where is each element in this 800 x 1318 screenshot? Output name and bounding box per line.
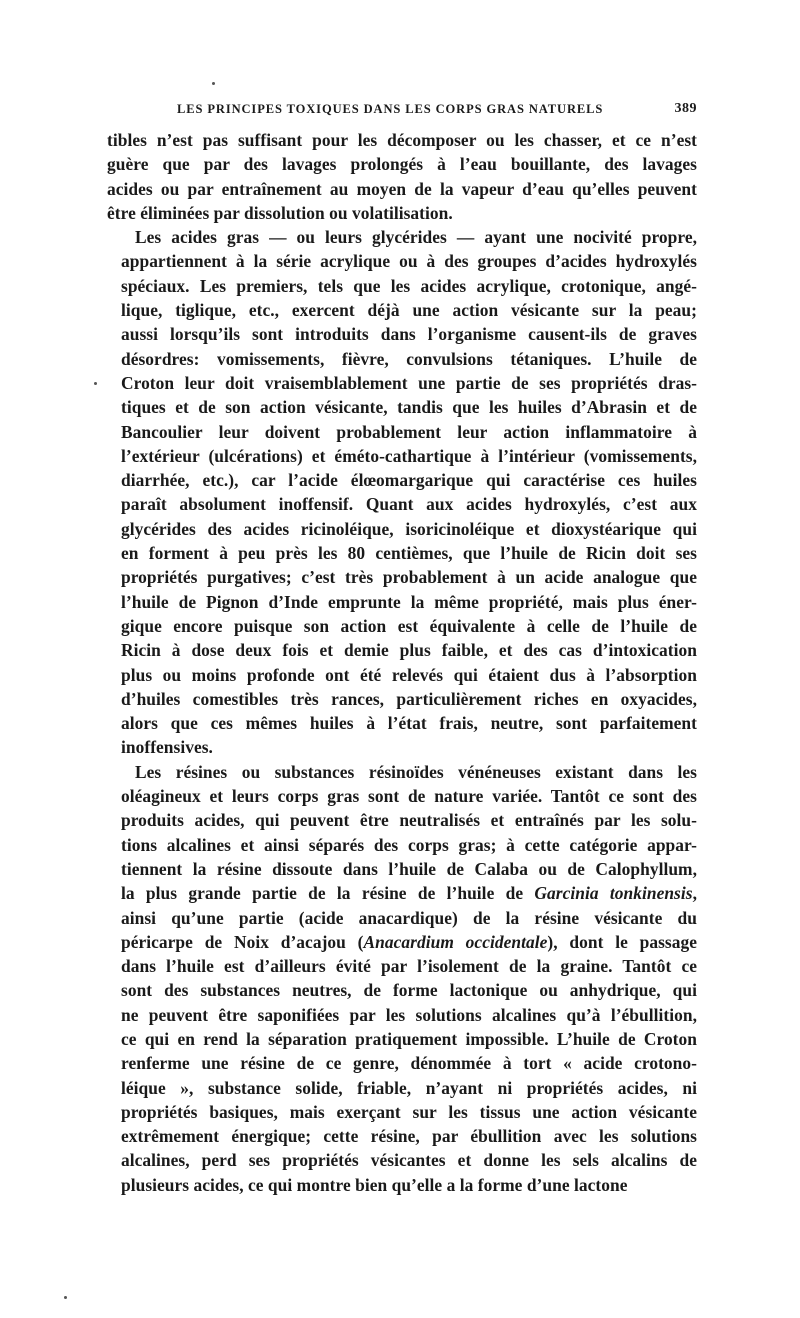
text-line: tions alcalines et ainsi séparés des corps gras; à cette catégorie appar- xyxy=(121,834,697,855)
text-line: la plus grande partie de la résine de l’huile de Garcinia tonkinensis, xyxy=(121,883,697,904)
body-text xyxy=(107,128,697,1197)
text-line: diarrhée, etc.), car l’acide élœomargarique qui caractérise ces huiles xyxy=(121,470,697,491)
print-speck xyxy=(212,82,215,85)
text-line: Bancoulier leur doivent probablement leur action inflammatoire à xyxy=(121,421,697,442)
paragraph xyxy=(107,760,697,1197)
text-line: ce qui en rend la séparation pratiquement impossible. L’huile de Croton xyxy=(121,1028,697,1049)
text-line: renferme une résine de ce genre, dénommée à tort « acide crotono- xyxy=(121,1053,697,1074)
text-line: appartiennent à la série acrylique ou à des groupes d’acides hydroxylés xyxy=(121,251,697,272)
text-line: inoffensives. xyxy=(121,737,213,758)
text-line: aussi lorsqu’ils sont introduits dans l’organisme causent-ils de graves xyxy=(121,324,697,345)
print-speck xyxy=(64,1296,67,1299)
text-line: léique », substance solide, friable, n’ayant ni propriétés acides, ni xyxy=(121,1077,697,1098)
print-speck xyxy=(94,382,97,385)
text-line: acides ou par entraînement au moyen de la vapeur d’eau qu’elles peuvent xyxy=(107,178,697,199)
text-line: spéciaux. Les premiers, tels que les acides acrylique, crotonique, angé- xyxy=(121,275,697,296)
text-line: sont des substances neutres, de forme lactonique ou anhydrique, qui xyxy=(121,980,697,1001)
text-line: d’huiles comestibles très rances, particulièrement riches en oxyacides, xyxy=(121,688,697,709)
text-line: plusieurs acides, ce qui montre bien qu’elle a la forme d’une lactone xyxy=(121,1174,628,1195)
running-title: LES PRINCIPES TOXIQUES DANS LES CORPS GRAS NATURELS xyxy=(177,102,604,116)
text-line: oléagineux et leurs corps gras sont de nature variée. Tantôt ce sont des xyxy=(121,786,697,807)
text-line: Croton leur doit vraisemblablement une partie de ses propriétés dras- xyxy=(121,372,697,393)
text-line: lique, tiglique, etc., exercent déjà une action vésicante sur la peau; xyxy=(121,300,697,321)
running-header xyxy=(107,96,697,122)
text-line: alcalines, perd ses propriétés vésicantes et donne les sels alcalins de xyxy=(121,1150,697,1171)
page-number: 389 xyxy=(674,101,697,116)
text-line: Les acides gras — ou leurs glycérides — ayant une nocivité propre, xyxy=(135,227,697,248)
text-line: alors que ces mêmes huiles à l’état frais, neutre, sont parfaitement xyxy=(121,713,697,734)
text-line: produits acides, qui peuvent être neutralisés et entraînés par les solu- xyxy=(121,810,697,831)
text-line: être éliminées par dissolution ou volatilisation. xyxy=(107,202,453,223)
text-line: tibles n’est pas suffisant pour les décomposer ou les chasser, et ce n’est xyxy=(107,130,697,150)
text-line: Les résines ou substances résinoïdes vénéneuses existant dans les xyxy=(135,761,697,782)
text-line: tiennent la résine dissoute dans l’huile de Calaba ou de Calophyllum, xyxy=(121,858,697,879)
paragraph xyxy=(107,225,697,760)
text-line: Ricin à dose deux fois et demie plus faible, et des cas d’intoxication xyxy=(121,640,697,661)
text-line: désordres: vomissements, fièvre, convulsions tétaniques. L’huile de xyxy=(121,348,697,369)
text-line: en forment à peu près les 80 centièmes, que l’huile de Ricin doit ses xyxy=(121,543,697,564)
text-line: guère que par des lavages prolongés à l’eau bouillante, des lavages xyxy=(107,154,697,175)
text-line: ainsi qu’une partie (acide anacardique) de la résine vésicante du xyxy=(121,907,697,928)
text-line: l’extérieur (ulcérations) et éméto-cathartique à l’intérieur (vomissements, xyxy=(121,445,697,466)
text-line: glycérides des acides ricinoléique, isoricinoléique et dioxystéarique qui xyxy=(121,518,697,539)
text-line: extrêmement énergique; cette résine, par ébullition avec les solutions xyxy=(121,1126,697,1147)
text-line: l’huile de Pignon d’Inde emprunte la même propriété, mais plus éner- xyxy=(121,591,697,612)
text-line: plus ou moins profonde ont été relevés qui étaient dus à l’absorption xyxy=(121,664,697,685)
text-line: ne peuvent être saponifiées par les solutions alcalines qu’à l’ébullition, xyxy=(121,1004,697,1025)
book-page xyxy=(107,96,697,1197)
text-line: dans l’huile est d’ailleurs évité par l’isolement de la graine. Tantôt ce xyxy=(121,956,697,977)
text-line: tiques et de son action vésicante, tandis que les huiles d’Abrasin et de xyxy=(121,397,697,418)
text-line: gique encore puisque son action est équivalente à celle de l’huile de xyxy=(121,615,697,636)
paragraph xyxy=(107,128,697,225)
text-line: propriétés basiques, mais exerçant sur les tissus une action vésicante xyxy=(121,1101,697,1122)
text-line: propriétés purgatives; c’est très probablement à un acide analogue que xyxy=(121,567,697,588)
text-line: péricarpe de Noix d’acajou (Anacardium occidentale), dont le passage xyxy=(121,931,697,952)
text-line: paraît absolument inoffensif. Quant aux acides hydroxylés, c’est aux xyxy=(121,494,697,515)
